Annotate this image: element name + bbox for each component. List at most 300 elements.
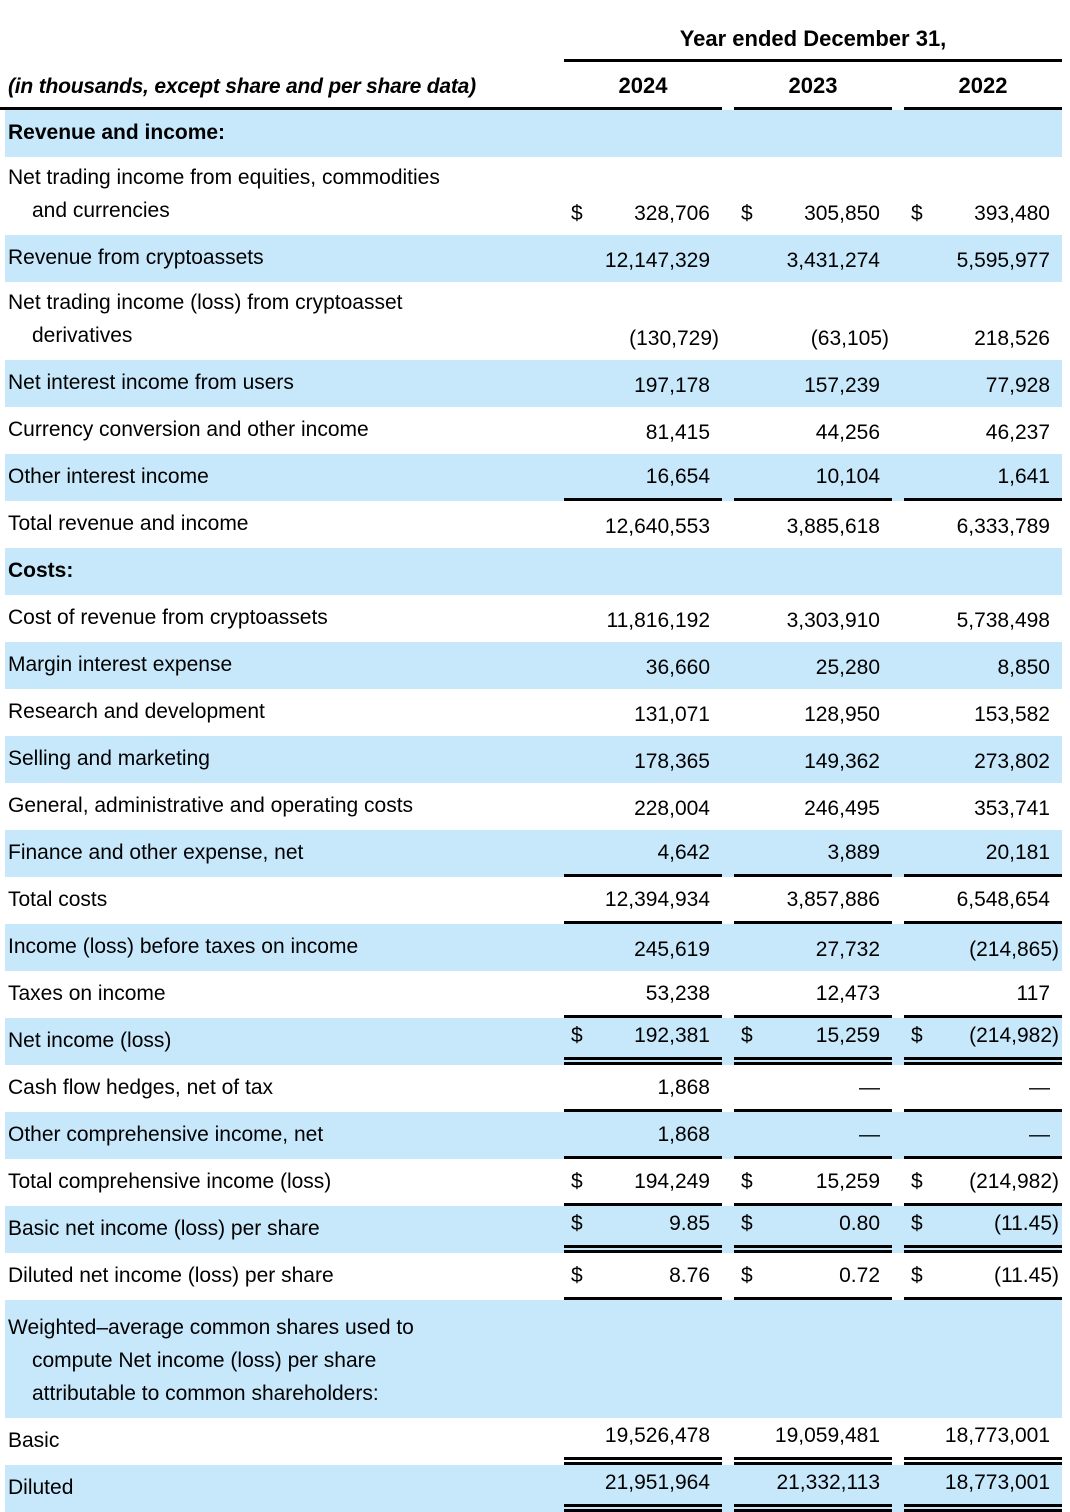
finance-and-other-expense-net-value-2024: [564, 830, 722, 877]
other-comprehensive-income-net-amount-2023: —: [859, 1123, 880, 1146]
row-weighted-average-shares-header: [5, 1300, 1062, 1418]
column-gap: [892, 877, 904, 924]
selling-and-marketing-amount-2023: 149,362: [804, 750, 880, 773]
revenue-and-income-header-label-line-1: Revenue and income:: [8, 121, 226, 144]
selling-and-marketing-value-2024: [564, 736, 722, 783]
other-interest-income-value-2022: [904, 454, 1062, 501]
other-interest-income-value-2024: [564, 454, 722, 501]
margin-interest-expense-value-2024: [564, 642, 722, 689]
income-loss-before-taxes-on-income-value-2024: [564, 924, 722, 971]
diluted-shares-value-2023: [734, 1465, 892, 1512]
row-basic-shares: [5, 1418, 1062, 1465]
column-gap: [722, 454, 734, 501]
column-header-row: [0, 62, 1062, 110]
total-revenue-and-income-label: [5, 501, 564, 548]
dollar-sign: $: [571, 1170, 583, 1193]
selling-and-marketing-label: [5, 736, 564, 783]
finance-and-other-expense-net-amount-2024: 4,642: [657, 841, 710, 864]
diluted-shares-amount-2023: 21,332,113: [776, 1471, 880, 1494]
total-revenue-and-income-amount-2024: 12,640,553: [604, 515, 710, 538]
costs-header-label-line-1: Costs:: [8, 559, 74, 582]
margin-interest-expense-label-line-1: Margin interest expense: [8, 653, 233, 676]
finance-and-other-expense-net-label: [5, 830, 564, 877]
basic-shares-value-2022: [904, 1418, 1062, 1465]
row-cash-flow-hedges-net-of-tax: [5, 1065, 1062, 1112]
revenue-and-income-header-value-2023: [734, 110, 892, 157]
net-interest-income-from-users-amount-2022: 77,928: [985, 374, 1050, 397]
general-administrative-and-operating-costs-amount-2022: 353,741: [974, 797, 1050, 820]
column-gap: [892, 157, 904, 235]
diluted-shares-label-line-1: Diluted: [8, 1476, 74, 1499]
cost-of-revenue-from-cryptoassets-amount-2022: 5,738,498: [956, 609, 1050, 632]
column-gap: [722, 110, 734, 157]
net-income-loss-value-2022: [904, 1018, 1062, 1065]
total-comprehensive-income-loss-amount-2023: 15,259: [815, 1170, 880, 1193]
general-administrative-and-operating-costs-amount-2024: 228,004: [634, 797, 710, 820]
margin-interest-expense-amount-2022: 8,850: [997, 656, 1050, 679]
column-gap: [892, 548, 904, 595]
basic-net-income-loss-per-share-label: [5, 1206, 564, 1253]
weighted-average-shares-header-value-2022: [904, 1300, 1062, 1418]
research-and-development-value-2023: [734, 689, 892, 736]
revenue-from-cryptoassets-amount-2023: 3,431,274: [786, 249, 880, 272]
margin-interest-expense-value-2023: [734, 642, 892, 689]
column-gap: [722, 282, 734, 360]
net-interest-income-from-users-amount-2024: 197,178: [634, 374, 710, 397]
net-income-loss-value-2023: [734, 1018, 892, 1065]
column-gap: [892, 1018, 904, 1065]
column-gap: [722, 1159, 734, 1206]
column-gap: [722, 360, 734, 407]
row-income-loss-before-taxes-on-income: [5, 924, 1062, 971]
basic-net-income-loss-per-share-amount-2022: (11.45): [994, 1212, 1059, 1235]
total-revenue-and-income-value-2024: [564, 501, 722, 548]
finance-and-other-expense-net-amount-2023: 3,889: [827, 841, 880, 864]
dollar-sign: $: [741, 1170, 753, 1193]
cash-flow-hedges-net-of-tax-amount-2024: 1,868: [657, 1076, 710, 1099]
column-gap: [892, 407, 904, 454]
column-gap: [722, 1206, 734, 1253]
diluted-shares-amount-2024: 21,951,964: [604, 1471, 710, 1494]
total-comprehensive-income-loss-label: [5, 1159, 564, 1206]
currency-conversion-and-other-income-label: [5, 407, 564, 454]
period-header: Year ended December 31,: [564, 18, 1062, 62]
dollar-sign: $: [911, 1170, 923, 1193]
taxes-on-income-amount-2023: 12,473: [815, 982, 880, 1005]
net-trading-income-equities-amount-2022: 393,480: [974, 202, 1050, 225]
total-revenue-and-income-label-line-1: Total revenue and income: [8, 512, 249, 535]
general-administrative-and-operating-costs-value-2024: [564, 783, 722, 830]
basic-net-income-loss-per-share-amount-2023: 0.80: [839, 1212, 880, 1235]
net-income-loss-amount-2022: (214,982): [969, 1024, 1059, 1047]
selling-and-marketing-amount-2022: 273,802: [974, 750, 1050, 773]
column-gap: [722, 783, 734, 830]
dollar-sign: $: [571, 202, 583, 225]
general-administrative-and-operating-costs-value-2022: [904, 783, 1062, 830]
net-trading-income-cryptoasset-derivatives-amount-2022: 218,526: [974, 327, 1050, 350]
net-trading-income-cryptoasset-derivatives-label-line-1: Net trading income (loss) from cryptoasset: [8, 291, 403, 314]
costs-header-value-2022: [904, 548, 1062, 595]
cost-of-revenue-from-cryptoassets-value-2023: [734, 595, 892, 642]
row-basic-net-income-loss-per-share: [5, 1206, 1062, 1253]
column-gap: [722, 1018, 734, 1065]
net-trading-income-equities-label: [5, 157, 564, 235]
net-interest-income-from-users-value-2023: [734, 360, 892, 407]
row-total-costs: [5, 877, 1062, 924]
basic-net-income-loss-per-share-amount-2024: 9.85: [669, 1212, 710, 1235]
revenue-from-cryptoassets-amount-2022: 5,595,977: [956, 249, 1050, 272]
basic-shares-amount-2022: 18,773,001: [944, 1424, 1050, 1447]
column-gap: [892, 1065, 904, 1112]
weighted-average-shares-header-label-line-2: compute Net income (loss) per share: [32, 1349, 377, 1372]
column-gap: [722, 62, 734, 110]
dollar-sign: $: [571, 1024, 583, 1047]
column-gap: [722, 548, 734, 595]
diluted-net-income-loss-per-share-label-line-1: Diluted net income (loss) per share: [8, 1264, 334, 1287]
row-net-trading-income-equities: [5, 157, 1062, 235]
taxes-on-income-amount-2022: 117: [1016, 982, 1050, 1005]
currency-conversion-and-other-income-value-2022: [904, 407, 1062, 454]
column-gap: [892, 1253, 904, 1300]
net-income-loss-amount-2023: 15,259: [815, 1024, 880, 1047]
income-loss-before-taxes-on-income-label: [5, 924, 564, 971]
basic-shares-amount-2024: 19,526,478: [604, 1424, 710, 1447]
column-gap: [722, 235, 734, 282]
column-gap: [892, 830, 904, 877]
finance-and-other-expense-net-label-line-1: Finance and other expense, net: [8, 841, 304, 864]
net-trading-income-cryptoasset-derivatives-value-2022: [904, 282, 1062, 360]
cost-of-revenue-from-cryptoassets-amount-2023: 3,303,910: [786, 609, 880, 632]
other-interest-income-label-line-1: Other interest income: [8, 465, 209, 488]
taxes-on-income-label-line-1: Taxes on income: [8, 982, 166, 1005]
basic-shares-value-2024: [564, 1418, 722, 1465]
cash-flow-hedges-net-of-tax-amount-2022: —: [1029, 1076, 1050, 1099]
income-loss-before-taxes-on-income-value-2022: [904, 924, 1062, 971]
margin-interest-expense-label: [5, 642, 564, 689]
income-loss-before-taxes-on-income-label-line-1: Income (loss) before taxes on income: [8, 935, 359, 958]
column-header-2024: 2024: [564, 62, 722, 110]
margin-interest-expense-value-2022: [904, 642, 1062, 689]
row-diluted-shares: [5, 1465, 1062, 1512]
general-administrative-and-operating-costs-value-2023: [734, 783, 892, 830]
diluted-shares-value-2022: [904, 1465, 1062, 1512]
row-revenue-and-income-header: [5, 110, 1062, 157]
column-gap: [722, 501, 734, 548]
research-and-development-value-2024: [564, 689, 722, 736]
income-loss-before-taxes-on-income-amount-2024: 245,619: [634, 938, 710, 961]
row-cost-of-revenue-from-cryptoassets: [5, 595, 1062, 642]
net-trading-income-equities-label-line-2: and currencies: [32, 199, 170, 222]
cash-flow-hedges-net-of-tax-label: [5, 1065, 564, 1112]
costs-header-value-2023: [734, 548, 892, 595]
cash-flow-hedges-net-of-tax-label-line-1: Cash flow hedges, net of tax: [8, 1076, 273, 1099]
revenue-from-cryptoassets-value-2023: [734, 235, 892, 282]
column-gap: [722, 1065, 734, 1112]
revenue-from-cryptoassets-amount-2024: 12,147,329: [604, 249, 710, 272]
selling-and-marketing-value-2023: [734, 736, 892, 783]
column-gap: [892, 1418, 904, 1465]
row-research-and-development: [5, 689, 1062, 736]
diluted-shares-amount-2022: 18,773,001: [944, 1471, 1050, 1494]
row-total-comprehensive-income-loss: [5, 1159, 1062, 1206]
dollar-sign: $: [741, 202, 753, 225]
column-gap: [892, 924, 904, 971]
cost-of-revenue-from-cryptoassets-value-2022: [904, 595, 1062, 642]
table-caption: (in thousands, except share and per share data): [0, 62, 564, 110]
net-interest-income-from-users-amount-2023: 157,239: [804, 374, 880, 397]
diluted-shares-label: [5, 1465, 564, 1512]
dollar-sign: $: [911, 202, 923, 225]
revenue-and-income-header-value-2024: [564, 110, 722, 157]
research-and-development-label: [5, 689, 564, 736]
total-costs-amount-2022: 6,548,654: [956, 888, 1050, 911]
currency-conversion-and-other-income-amount-2023: 44,256: [815, 421, 880, 444]
total-costs-amount-2024: 12,394,934: [604, 888, 710, 911]
total-comprehensive-income-loss-amount-2024: 194,249: [634, 1170, 710, 1193]
column-gap: [892, 360, 904, 407]
dollar-sign: $: [571, 1264, 583, 1287]
total-revenue-and-income-value-2022: [904, 501, 1062, 548]
total-costs-value-2022: [904, 877, 1062, 924]
total-comprehensive-income-loss-value-2022: [904, 1159, 1062, 1206]
weighted-average-shares-header-value-2023: [734, 1300, 892, 1418]
column-gap: [892, 62, 904, 110]
total-comprehensive-income-loss-value-2023: [734, 1159, 892, 1206]
diluted-net-income-loss-per-share-value-2023: [734, 1253, 892, 1300]
dollar-sign: $: [571, 1212, 583, 1235]
currency-conversion-and-other-income-amount-2024: 81,415: [645, 421, 710, 444]
general-administrative-and-operating-costs-label-line-1: General, administrative and operating costs: [8, 794, 414, 817]
revenue-and-income-header-label: [5, 110, 564, 157]
total-costs-label-line-1: Total costs: [8, 888, 108, 911]
total-costs-value-2024: [564, 877, 722, 924]
other-comprehensive-income-net-value-2024: [564, 1112, 722, 1159]
taxes-on-income-value-2023: [734, 971, 892, 1018]
research-and-development-amount-2023: 128,950: [804, 703, 880, 726]
cash-flow-hedges-net-of-tax-value-2024: [564, 1065, 722, 1112]
net-trading-income-equities-value-2022: [904, 157, 1062, 235]
row-margin-interest-expense: [5, 642, 1062, 689]
column-gap: [892, 783, 904, 830]
net-trading-income-equities-label-line-1: Net trading income from equities, commodities: [8, 166, 440, 189]
net-interest-income-from-users-value-2024: [564, 360, 722, 407]
row-costs-header: [5, 548, 1062, 595]
other-comprehensive-income-net-amount-2024: 1,868: [657, 1123, 710, 1146]
selling-and-marketing-label-line-1: Selling and marketing: [8, 747, 210, 770]
other-interest-income-amount-2024: 16,654: [645, 465, 710, 488]
diluted-net-income-loss-per-share-amount-2022: (11.45): [994, 1264, 1059, 1287]
weighted-average-shares-header-label: [5, 1300, 564, 1418]
other-comprehensive-income-net-label: [5, 1112, 564, 1159]
total-comprehensive-income-loss-amount-2022: (214,982): [969, 1170, 1059, 1193]
diluted-shares-value-2024: [564, 1465, 722, 1512]
row-currency-conversion-and-other-income: [5, 407, 1062, 454]
row-other-interest-income: [5, 454, 1062, 501]
column-gap: [892, 1300, 904, 1418]
dollar-sign: $: [911, 1264, 923, 1287]
basic-net-income-loss-per-share-value-2024: [564, 1206, 722, 1253]
column-gap: [892, 282, 904, 360]
basic-shares-value-2023: [734, 1418, 892, 1465]
column-gap: [892, 1159, 904, 1206]
selling-and-marketing-amount-2024: 178,365: [634, 750, 710, 773]
column-gap: [722, 1300, 734, 1418]
revenue-and-income-header-value-2022: [904, 110, 1062, 157]
column-gap: [892, 454, 904, 501]
column-gap: [722, 642, 734, 689]
taxes-on-income-amount-2024: 53,238: [645, 982, 710, 1005]
weighted-average-shares-header-value-2024: [564, 1300, 722, 1418]
other-comprehensive-income-net-amount-2022: —: [1029, 1123, 1050, 1146]
column-gap: [722, 1112, 734, 1159]
net-trading-income-cryptoasset-derivatives-value-2024: [564, 282, 722, 360]
dollar-sign: $: [741, 1024, 753, 1047]
column-gap: [722, 1253, 734, 1300]
weighted-average-shares-header-label-line-3: attributable to common shareholders:: [32, 1382, 379, 1405]
column-header-2022: 2022: [904, 62, 1062, 110]
basic-shares-label: [5, 1418, 564, 1465]
net-trading-income-equities-amount-2024: 328,706: [634, 202, 710, 225]
basic-shares-label-line-1: Basic: [8, 1429, 60, 1452]
diluted-net-income-loss-per-share-amount-2024: 8.76: [669, 1264, 710, 1287]
basic-shares-amount-2023: 19,059,481: [774, 1424, 880, 1447]
net-interest-income-from-users-label: [5, 360, 564, 407]
costs-header-label: [5, 548, 564, 595]
table-body: [0, 110, 1070, 1512]
row-taxes-on-income: [5, 971, 1062, 1018]
row-net-interest-income-from-users: [5, 360, 1062, 407]
diluted-net-income-loss-per-share-amount-2023: 0.72: [839, 1264, 880, 1287]
column-gap: [722, 924, 734, 971]
finance-and-other-expense-net-value-2023: [734, 830, 892, 877]
net-trading-income-equities-amount-2023: 305,850: [804, 202, 880, 225]
total-comprehensive-income-loss-label-line-1: Total comprehensive income (loss): [8, 1170, 332, 1193]
finance-and-other-expense-net-value-2022: [904, 830, 1062, 877]
total-costs-value-2023: [734, 877, 892, 924]
net-income-loss-label: [5, 1018, 564, 1065]
column-gap: [892, 642, 904, 689]
income-loss-before-taxes-on-income-amount-2022: (214,865): [969, 938, 1059, 961]
net-trading-income-cryptoasset-derivatives-label-line-2: derivatives: [32, 324, 133, 347]
period-header-row: [0, 18, 1062, 62]
net-trading-income-equities-value-2023: [734, 157, 892, 235]
finance-and-other-expense-net-amount-2022: 20,181: [985, 841, 1050, 864]
income-loss-before-taxes-on-income-amount-2023: 27,732: [815, 938, 880, 961]
row-revenue-from-cryptoassets: [5, 235, 1062, 282]
net-trading-income-cryptoasset-derivatives-amount-2024: (130,729): [629, 327, 719, 350]
column-gap: [722, 1465, 734, 1512]
net-trading-income-equities-value-2024: [564, 157, 722, 235]
margin-interest-expense-amount-2023: 25,280: [815, 656, 880, 679]
dollar-sign: $: [911, 1024, 923, 1047]
research-and-development-amount-2022: 153,582: [974, 703, 1050, 726]
row-finance-and-other-expense-net: [5, 830, 1062, 877]
column-gap: [722, 736, 734, 783]
dollar-sign: $: [911, 1212, 923, 1235]
total-revenue-and-income-amount-2023: 3,885,618: [786, 515, 880, 538]
cost-of-revenue-from-cryptoassets-amount-2024: 11,816,192: [606, 609, 710, 632]
total-costs-label: [5, 877, 564, 924]
costs-header-value-2024: [564, 548, 722, 595]
net-trading-income-cryptoasset-derivatives-value-2023: [734, 282, 892, 360]
dollar-sign: $: [741, 1212, 753, 1235]
currency-conversion-and-other-income-amount-2022: 46,237: [985, 421, 1050, 444]
other-interest-income-value-2023: [734, 454, 892, 501]
cost-of-revenue-from-cryptoassets-label: [5, 595, 564, 642]
cost-of-revenue-from-cryptoassets-value-2024: [564, 595, 722, 642]
net-income-loss-value-2024: [564, 1018, 722, 1065]
column-gap: [722, 407, 734, 454]
row-total-revenue-and-income: [5, 501, 1062, 548]
net-trading-income-cryptoasset-derivatives-amount-2023: (63,105): [810, 327, 889, 350]
column-gap: [722, 1418, 734, 1465]
basic-net-income-loss-per-share-value-2023: [734, 1206, 892, 1253]
header-spacer: [0, 18, 564, 62]
income-loss-before-taxes-on-income-value-2023: [734, 924, 892, 971]
taxes-on-income-label: [5, 971, 564, 1018]
revenue-from-cryptoassets-value-2024: [564, 235, 722, 282]
column-gap: [722, 689, 734, 736]
column-gap: [892, 689, 904, 736]
row-net-trading-income-cryptoasset-derivatives: [5, 282, 1062, 360]
column-gap: [722, 157, 734, 235]
column-gap: [892, 1465, 904, 1512]
basic-net-income-loss-per-share-value-2022: [904, 1206, 1062, 1253]
column-gap: [892, 501, 904, 548]
currency-conversion-and-other-income-value-2024: [564, 407, 722, 454]
row-net-income-loss: [5, 1018, 1062, 1065]
net-income-loss-amount-2024: 192,381: [634, 1024, 710, 1047]
column-gap: [722, 877, 734, 924]
revenue-from-cryptoassets-label: [5, 235, 564, 282]
row-selling-and-marketing: [5, 736, 1062, 783]
other-interest-income-amount-2023: 10,104: [815, 465, 880, 488]
total-comprehensive-income-loss-value-2024: [564, 1159, 722, 1206]
column-gap: [722, 971, 734, 1018]
diluted-net-income-loss-per-share-value-2022: [904, 1253, 1062, 1300]
basic-net-income-loss-per-share-label-line-1: Basic net income (loss) per share: [8, 1217, 320, 1240]
selling-and-marketing-value-2022: [904, 736, 1062, 783]
column-gap: [892, 235, 904, 282]
taxes-on-income-value-2024: [564, 971, 722, 1018]
revenue-from-cryptoassets-value-2022: [904, 235, 1062, 282]
net-interest-income-from-users-value-2022: [904, 360, 1062, 407]
column-gap: [892, 595, 904, 642]
other-interest-income-amount-2022: 1,641: [997, 465, 1050, 488]
other-comprehensive-income-net-label-line-1: Other comprehensive income, net: [8, 1123, 324, 1146]
revenue-from-cryptoassets-label-line-1: Revenue from cryptoassets: [8, 246, 264, 269]
cash-flow-hedges-net-of-tax-value-2023: [734, 1065, 892, 1112]
currency-conversion-and-other-income-label-line-1: Currency conversion and other income: [8, 418, 369, 441]
taxes-on-income-value-2022: [904, 971, 1062, 1018]
research-and-development-value-2022: [904, 689, 1062, 736]
net-trading-income-cryptoasset-derivatives-label: [5, 282, 564, 360]
cash-flow-hedges-net-of-tax-value-2022: [904, 1065, 1062, 1112]
column-gap: [892, 110, 904, 157]
other-comprehensive-income-net-value-2022: [904, 1112, 1062, 1159]
general-administrative-and-operating-costs-label: [5, 783, 564, 830]
diluted-net-income-loss-per-share-value-2024: [564, 1253, 722, 1300]
cash-flow-hedges-net-of-tax-amount-2023: —: [859, 1076, 880, 1099]
column-gap: [722, 595, 734, 642]
general-administrative-and-operating-costs-amount-2023: 246,495: [804, 797, 880, 820]
diluted-net-income-loss-per-share-label: [5, 1253, 564, 1300]
margin-interest-expense-amount-2024: 36,660: [645, 656, 710, 679]
column-gap: [722, 830, 734, 877]
column-gap: [892, 736, 904, 783]
research-and-development-label-line-1: Research and development: [8, 700, 265, 723]
other-interest-income-label: [5, 454, 564, 501]
